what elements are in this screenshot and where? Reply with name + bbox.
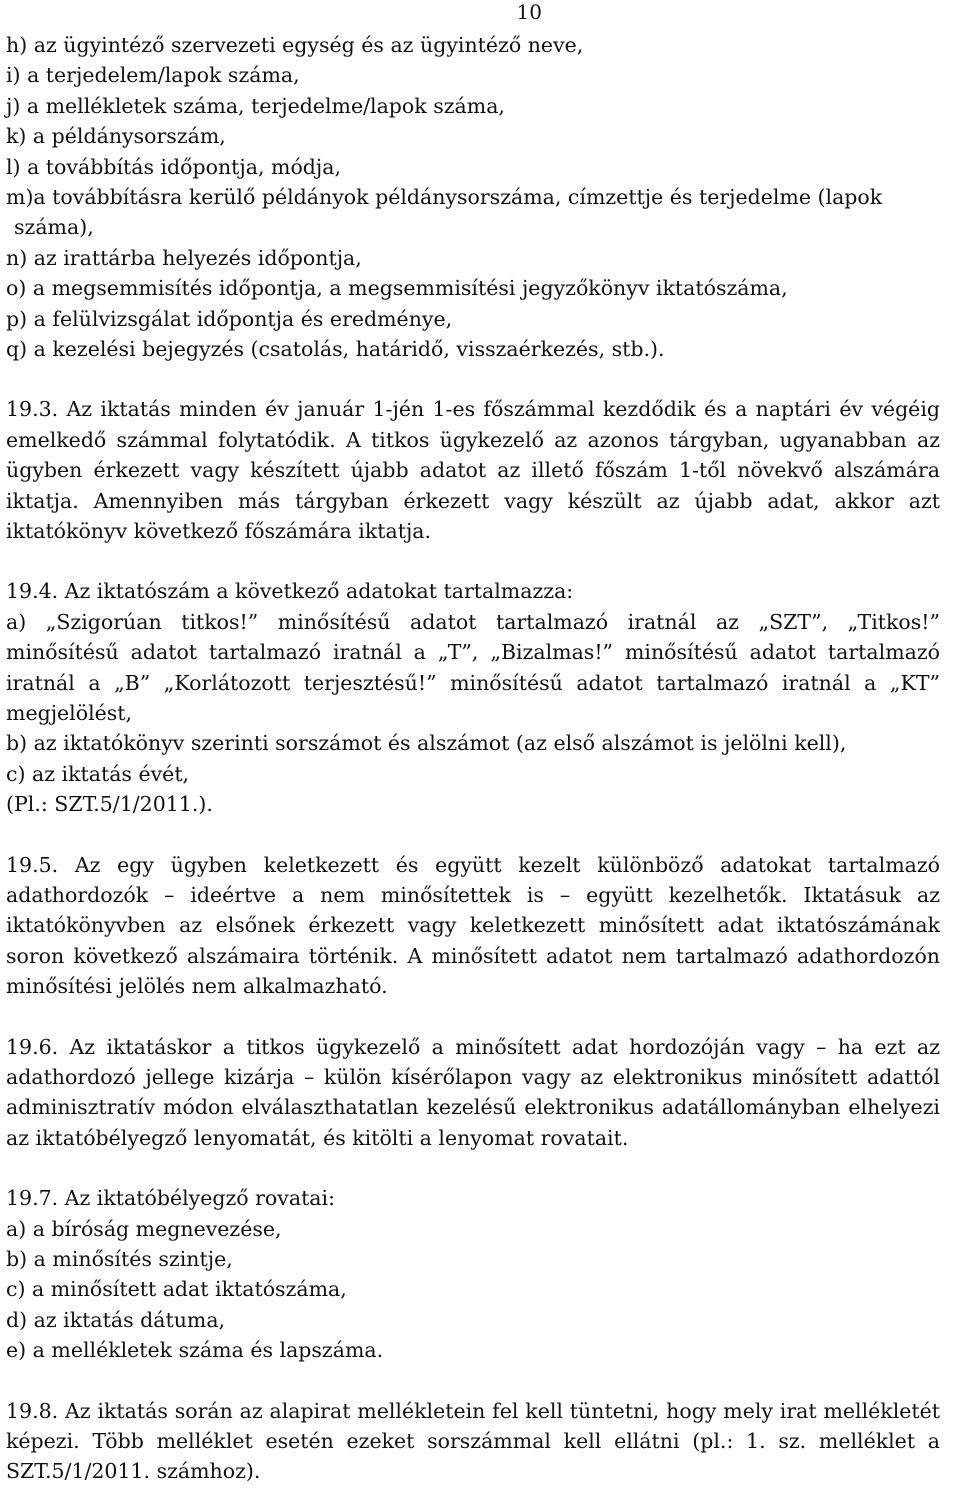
list-item: c) az iktatás évét, <box>6 761 190 786</box>
document-body <box>6 30 940 1487</box>
paragraph: 19.5. Az egy ügyben keletkezett és együtt kezelt különböző adatokat tartalmazó adathordozók – ideértve a nem minősítettek is – együtt kezelhetők. Iktatásuk az iktatókönyvben az elsőnek érkezett vagy keletkezett minősített adat iktatószámának soron következő alszámaira történik. A minősített adatot nem tartalmazó adathordozón minősítési jelölés nem alkalmazható. <box>6 852 940 999</box>
list-item: b) a minősítés szintje, <box>6 1247 233 1272</box>
list-item: d) az iktatás dátuma, <box>6 1307 226 1332</box>
list-item: n) az irattárba helyezés időpontja, <box>6 245 362 270</box>
section-heading: 19.7. Az iktatóbélyegző rovatai: <box>6 1186 335 1211</box>
section-19-8 <box>6 1396 940 1487</box>
list-item: b) az iktatókönyv szerinti sorszámot és alszámot (az első alszámot is jelölni kell), <box>6 731 847 756</box>
list-item: a) a bíróság megnevezése, <box>6 1216 282 1241</box>
section-19-4 <box>6 576 940 819</box>
list-item: j) a mellékletek száma, terjedelme/lapok száma, <box>6 93 505 118</box>
paragraph: 19.6. Az iktatáskor a titkos ügykezelő a minősített adat hordozóján vagy – ha ezt az adathordozó jellege kizárja – külön kísérőlapon vagy az elektronikus minősített adattól adminisztratív módon elválaszthatatlan kezelésű elektronikus adatállományban elhelyezi az iktatóbélyegző lenyomatát, és kitölti a lenyomat rovatait. <box>6 1034 940 1150</box>
section-19-6 <box>6 1032 940 1154</box>
section-19-3 <box>6 394 940 546</box>
section-heading: 19.4. Az iktatószám a következő adatokat tartalmazza: <box>6 579 574 604</box>
list-item: q) a kezelési bejegyzés (csatolás, határidő, visszaérkezés, stb.). <box>6 336 665 361</box>
list-item: k) a példánysorszám, <box>6 124 226 149</box>
section-19-7 <box>6 1183 940 1365</box>
list-item: i) a terjedelem/lapok száma, <box>6 63 300 88</box>
list-item: l) a továbbítás időpontja, módja, <box>6 154 342 179</box>
list-item: e) a mellékletek száma és lapszáma. <box>6 1338 384 1363</box>
list-item: c) a minősített adat iktatószáma, <box>6 1277 347 1302</box>
paragraph: 19.8. Az iktatás során az alapirat mellékletein fel kell tüntetni, hogy mely irat mellékletét képezi. Több melléklet esetén ezeket sorszámmal kell ellátni (pl.: 1. sz. melléklet a SZT.5/1/2011. számhoz). <box>6 1398 940 1484</box>
list-item-continuation: száma), <box>14 215 94 240</box>
list-item: a) „Szigorúan titkos!” minősítésű adatot tartalmazó iratnál az „SZT”, „Titkos!” minősítésű adatot tartalmazó iratnál a „T”, „Bizalmas!” minősítésű adatot tartalmazó iratnál a „B” „Korlátozott terjesztésű!” minősítésű adatot tartalmazó iratnál a „KT” megjelölést, <box>6 609 940 725</box>
paragraph: 19.3. Az iktatás minden év január 1-jén 1-es főszámmal kezdődik és a naptári év végéig emelkedő számmal folytatódik. A titkos ügykezelő az azonos tárgyban, ugyanabban az ügyben érkezett vagy készített újabb adatot az illető főszám 1-től növekvő alszámára iktatja. Amennyiben más tárgyban érkezett vagy készült az újabb adat, akkor azt iktatókönyv következő főszámára iktatja. <box>6 397 940 543</box>
list-item: o) a megsemmisítés időpontja, a megsemmisítési jegyzőkönyv iktatószáma, <box>6 276 788 301</box>
list-item: h) az ügyintéző szervezeti egység és az ügyintéző neve, <box>6 33 584 57</box>
list-top <box>6 30 940 364</box>
list-item: m)a továbbításra kerülő példányok példánysorszáma, címzettje és terjedelme (lapok <box>6 184 883 209</box>
example-text: (Pl.: SZT.5/1/2011.). <box>6 792 213 817</box>
section-19-5 <box>6 850 940 1002</box>
page-number: 10 <box>516 0 542 24</box>
list-item: p) a felülvizsgálat időpontja és eredménye, <box>6 306 453 331</box>
